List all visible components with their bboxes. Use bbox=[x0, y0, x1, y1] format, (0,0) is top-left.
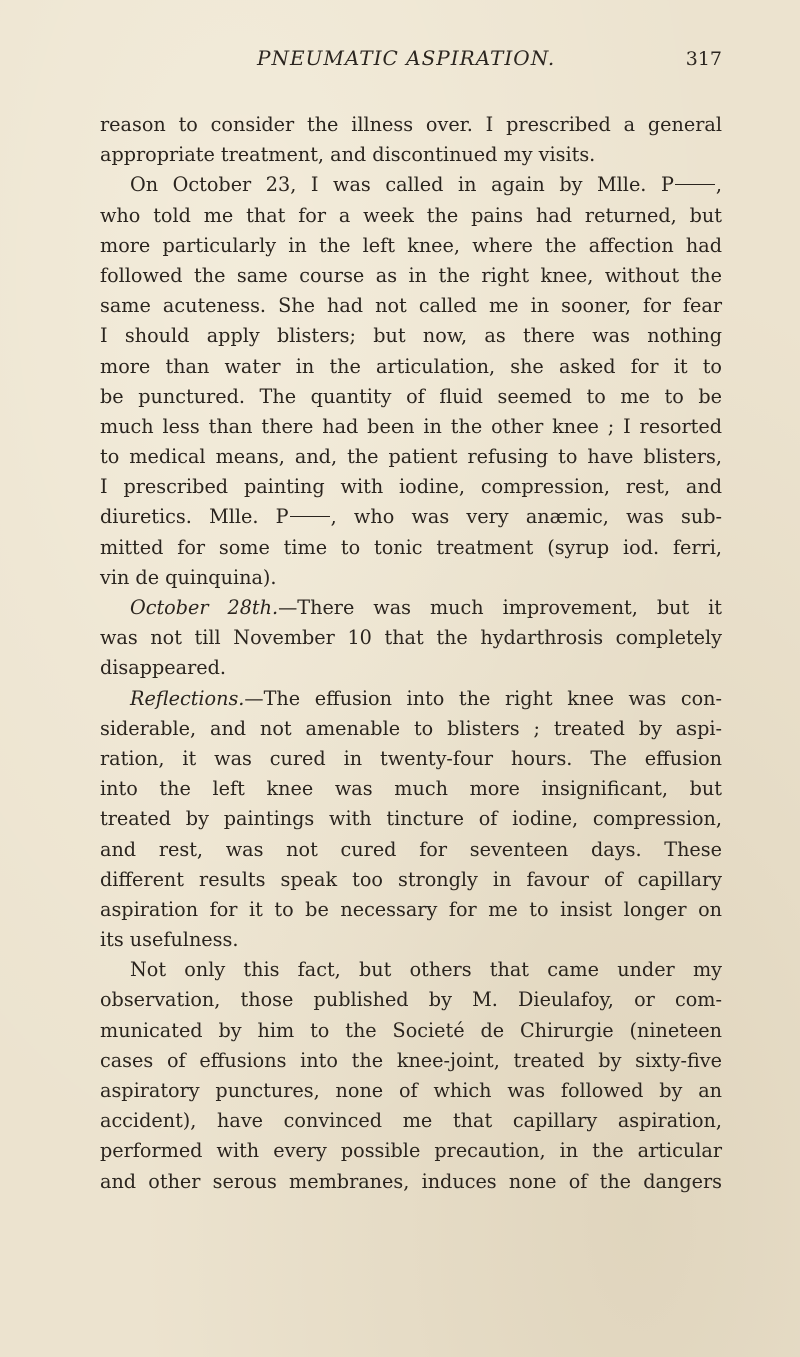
text-line: aspiration for it to be necessary for me to insist longer on bbox=[100, 897, 722, 921]
name-dash bbox=[290, 516, 330, 517]
text-line: performed with every possible precaution, in the articular bbox=[100, 1139, 722, 1163]
text-line: much less than there had been in the other knee ; I resorted bbox=[100, 414, 722, 438]
text-line: I prescribed painting with iodine, compression, rest, and bbox=[100, 475, 722, 499]
page-header bbox=[100, 46, 722, 76]
text-line: ration, it was cured in twenty-four hours. The effusion bbox=[100, 746, 722, 770]
text-line: who told me that for a week the pains had returned, but bbox=[100, 203, 722, 227]
text-line: and other serous membranes, induces none of the dangers bbox=[100, 1169, 722, 1193]
text-line bbox=[100, 170, 722, 200]
text-line: I should apply blisters; but now, as there was nothing bbox=[100, 324, 722, 348]
text-line bbox=[100, 502, 722, 532]
text-line: accident), have convinced me that capillary aspiration, bbox=[100, 1109, 722, 1133]
name-dash bbox=[675, 184, 715, 185]
text-line: was not till November 10 that the hydarthrosis completely bbox=[100, 626, 722, 650]
text-line: municated by him to the Societé de Chirurgie (nineteen bbox=[100, 1018, 722, 1042]
text-line: mitted for some time to tonic treatment (syrup iod. ferri, bbox=[100, 535, 722, 559]
text-line: treated by paintings with tincture of iodine, compression, bbox=[100, 807, 722, 831]
text-line bbox=[100, 684, 722, 714]
italic-date: October 28th. bbox=[130, 596, 279, 619]
text-line: observation, those published by M. Dieulafoy, or com- bbox=[100, 988, 722, 1012]
text-line: reason to consider the illness over. I prescribed a general bbox=[100, 113, 722, 136]
text-line: and rest, was not cured for seventeen days. These bbox=[100, 837, 722, 861]
text-segment: , who was very anæmic, was sub- bbox=[330, 505, 722, 529]
italic-heading: Reflections. bbox=[130, 686, 245, 710]
text-line: more than water in the articulation, she asked for it to bbox=[100, 354, 722, 378]
text-line: followed the same course as in the right knee, without the bbox=[100, 263, 722, 287]
text-line: disappeared. bbox=[100, 656, 226, 680]
text-line: Not only this fact, but others that came under my bbox=[130, 958, 722, 982]
text-segment: , bbox=[715, 173, 722, 197]
page-number: 317 bbox=[685, 48, 722, 70]
text-line: aspiratory punctures, none of which was followed by an bbox=[100, 1079, 722, 1102]
text-segment: —There was much improvement, but it bbox=[278, 596, 722, 619]
text-line: cases of effusions into the knee-joint, treated by sixty-five bbox=[100, 1048, 722, 1072]
text-line: its usefulness. bbox=[100, 928, 239, 952]
text-line: siderable, and not amenable to blisters ; treated by aspi- bbox=[100, 716, 722, 740]
text-line: appropriate treatment, and discontinued my visits. bbox=[100, 143, 596, 167]
text-line: vin de quinquina). bbox=[100, 565, 277, 589]
text-segment: diuretics. Mlle. P bbox=[100, 505, 289, 529]
text-line: more particularly in the left knee, where the affection had bbox=[100, 233, 722, 257]
text-line: to medical means, and, the patient refusing to have blisters, bbox=[100, 445, 722, 469]
text-line: different results speak too strongly in favour of capillary bbox=[100, 867, 722, 891]
text-line: be punctured. The quantity of fluid seemed to me to be bbox=[100, 384, 722, 408]
text-segment: On October 23, I was called in again by Mlle. P bbox=[130, 173, 674, 197]
running-head: PNEUMATIC ASPIRATION. bbox=[257, 46, 556, 70]
text-segment: —The effusion into the right knee was con- bbox=[244, 686, 722, 710]
text-line: into the left knee was much more insignificant, but bbox=[100, 777, 722, 801]
text-line: same acuteness. She had not called me in sooner, for fear bbox=[100, 294, 722, 318]
body-text bbox=[100, 110, 722, 1197]
text-line bbox=[100, 593, 722, 623]
